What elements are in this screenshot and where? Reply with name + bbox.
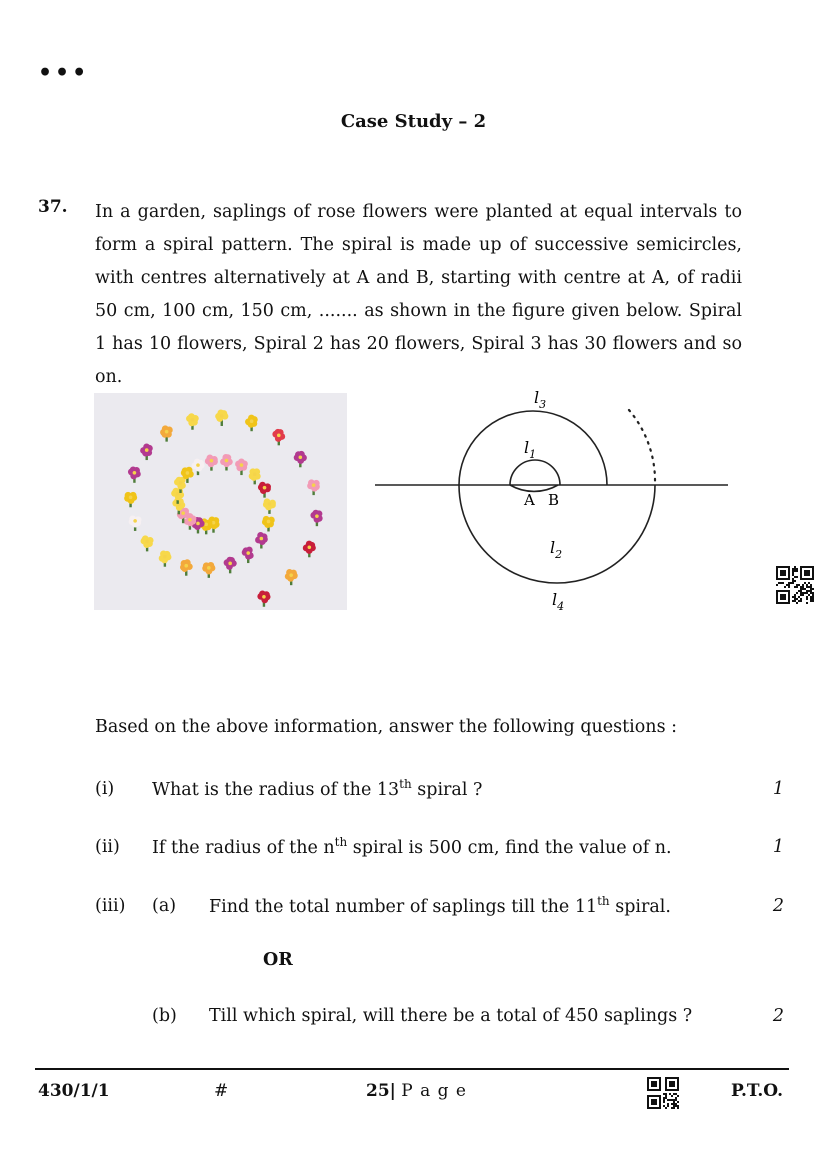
flower — [220, 454, 233, 471]
flower — [202, 562, 215, 578]
part-iii-label: (iii) — [95, 896, 126, 916]
flower — [186, 413, 199, 429]
pto-label: P.T.O. — [731, 1081, 783, 1101]
flower — [285, 569, 298, 585]
flower — [141, 535, 154, 551]
flower — [205, 454, 218, 470]
part-i-label: (i) — [95, 779, 115, 799]
part-iii-b-label: (b) — [152, 1006, 177, 1026]
flower-spiral-image — [94, 393, 347, 610]
part-i-marks: 1 — [772, 779, 784, 799]
footer-rule — [35, 1068, 789, 1070]
paper-code: 430/1/1 — [38, 1081, 110, 1101]
flower — [257, 591, 270, 607]
label-l1: $l_1$ — [524, 438, 537, 461]
part-ii-question: If the radius of the $n^{th}$ spiral is 500 cm, find the value of n. — [152, 835, 672, 858]
part-iii-a-label: (a) — [152, 896, 177, 916]
question-number: 37. — [38, 197, 68, 217]
flower — [129, 515, 142, 530]
flower — [262, 516, 275, 532]
header-dots: ••• — [38, 60, 90, 86]
flower — [255, 532, 268, 549]
flower — [294, 451, 307, 467]
flower — [124, 492, 137, 507]
flower — [160, 425, 173, 441]
flower — [191, 459, 204, 475]
label-l4: $l_4$ — [552, 590, 565, 613]
flower — [235, 458, 248, 475]
flower — [258, 482, 271, 498]
part-ii-marks: 1 — [772, 837, 784, 857]
flower — [128, 466, 141, 482]
part-i-question: What is the radius of the 13th spiral ? — [152, 777, 483, 800]
spiral-diagram — [372, 385, 732, 615]
part-iii-a-question: Find the total number of saplings till the 11th spiral. — [209, 894, 671, 917]
or-separator: OR — [263, 950, 293, 970]
point-a-label: A — [524, 491, 535, 509]
flower — [180, 559, 193, 575]
flower — [159, 550, 172, 566]
footer-hash: # — [214, 1081, 229, 1101]
flower — [263, 498, 276, 514]
part-iii-a-marks: 2 — [772, 896, 784, 916]
flower — [307, 479, 320, 495]
qr-code-side — [776, 566, 814, 604]
point-b-label: B — [548, 491, 560, 509]
question-text: In a garden, saplings of rose flowers were planted at equal intervals to form a spiral pattern. The spiral is made up of successive semicircles, with centres alternatively at A and B, starting with centre at A, of radii 50 cm, 100 cm, 150 cm, ....... as shown in the figure given below. Spiral 1 has 10 flowers, Spiral 2 has 20 flowers, Spiral 3 has 30 flowers and so on. — [95, 202, 742, 387]
flower — [249, 468, 261, 484]
label-l2: $l_2$ — [550, 538, 563, 561]
flower — [303, 541, 316, 558]
section-heading: Case Study – 2 — [340, 111, 487, 132]
page-number: 25| P a g e — [366, 1081, 467, 1101]
qr-code-footer — [647, 1077, 679, 1109]
flower — [140, 443, 153, 460]
flower — [224, 557, 237, 574]
label-l3: $l_3$ — [534, 388, 547, 411]
part-iii-b-marks: 2 — [772, 1006, 784, 1026]
flower-spiral-photo — [94, 393, 347, 610]
arc-l1 — [510, 460, 560, 485]
flower — [245, 415, 258, 432]
arc-continuation — [629, 410, 655, 483]
flower — [272, 429, 285, 445]
part-ii-label: (ii) — [95, 837, 120, 857]
part-iii-b-question: Till which spiral, will there be a total of 450 saplings ? — [209, 1006, 693, 1026]
flower — [310, 510, 322, 526]
flower — [215, 410, 228, 426]
flower — [242, 547, 254, 563]
instructions-text: Based on the above information, answer the following questions : — [95, 717, 678, 737]
